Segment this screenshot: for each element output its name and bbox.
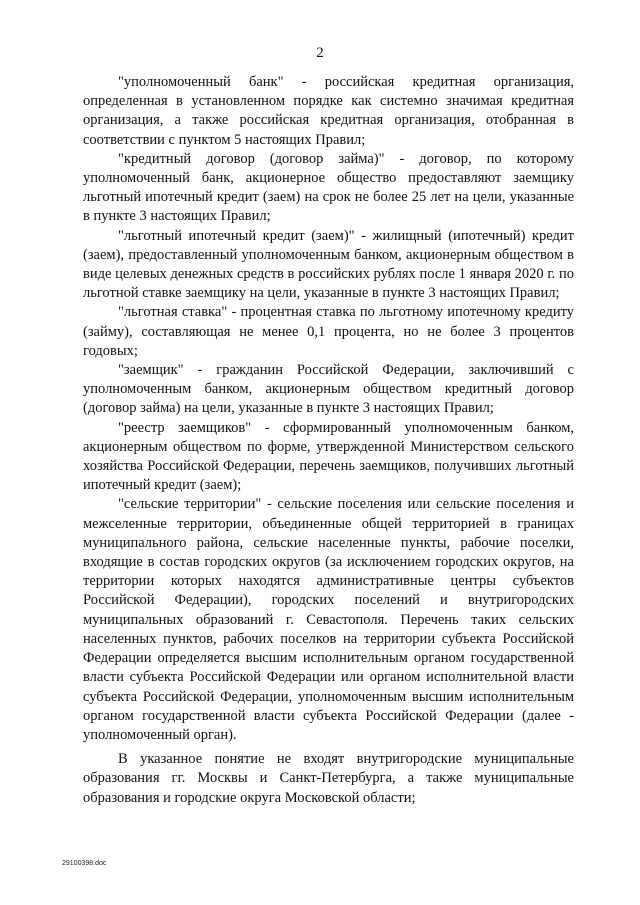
definition-credit-agreement: "кредитный договор (договор займа)" - договор, по которому уполномоченный банк, акционерное общество предоставляют заемщику льготный ипотечный кредит (заем) на срок не более 25 лет на цели, указанные в пункте 3 настоящих Правил; (83, 150, 574, 225)
definition-borrower: "заемщик" - гражданин Российской Федерации, заключивший с уполномоченным банком, акционерным обществом кредитный договор (договор займа) на цели, указанные в пункте 3 настоящих Правил; (83, 362, 574, 417)
exclusion-paragraph: В указанное понятие не входят внутригородские муниципальные образования гг. Москвы и Санкт-Петербурга, а также муниципальные образования и городские округа Московской области; (83, 751, 574, 806)
definition-authorized-bank: "уполномоченный банк" - российская кредитная организация, определенная в установленном порядке как системно значимая кредитная организация, а также российская кредитная организация, отобранная в соответствии с пунктом 5 настоящих Правил; (83, 74, 574, 148)
page-number: 2 (316, 45, 324, 61)
footer-document-code: 29100398.doc (62, 860, 107, 867)
document-body (83, 73, 574, 808)
definition-preferential-rate: "льготная ставка" - процентная ставка по льготному ипотечному кредиту (займу), составляющая не менее 0,1 процента, но не более 3 процентов годовых; (83, 304, 574, 359)
definition-preferential-mortgage-loan: "льготный ипотечный кредит (заем)" - жилищный (ипотечный) кредит (заем), предоставленный уполномоченным банком, акционерным обществом в виде целевых денежных средств в российских рублях после 1 января 2020 г. по льготной ставке заемщику на цели, указанные в пункте 3 настоящих Правил; (83, 227, 574, 302)
definition-borrower-register: "реестр заемщиков" - сформированный уполномоченным банком, акционерным обществом по форме, утвержденной Министерством сельского хозяйства Российской Федерации, перечень заемщиков, получивших льготный ипотечный кредит (заем); (83, 419, 574, 494)
definition-rural-territories: "сельские территории" - сельские поселения или сельские поселения и межселенные территории, объединенные общей территорией в границах муниципального района, сельские населенные пункты, рабочие поселки, входящие в состав городских округов (за исключением городских округов, на территории которых находятся административные центры субъектов Российской Федерации), городских поселений и внутригородских муниципальных образований г. Севастополя. Перечень таких сельских населенных пунктов, рабочих поселков на территории субъекта Российской Федерации определяется высшим исполнительным органом государственной власти субъекта Российской Федерации или органом исполнительной власти субъекта Российской Федерации, уполномоченным высшим исполнительным органом государственной власти субъекта Российской Федерации (далее - уполномоченный орган). (83, 496, 574, 743)
